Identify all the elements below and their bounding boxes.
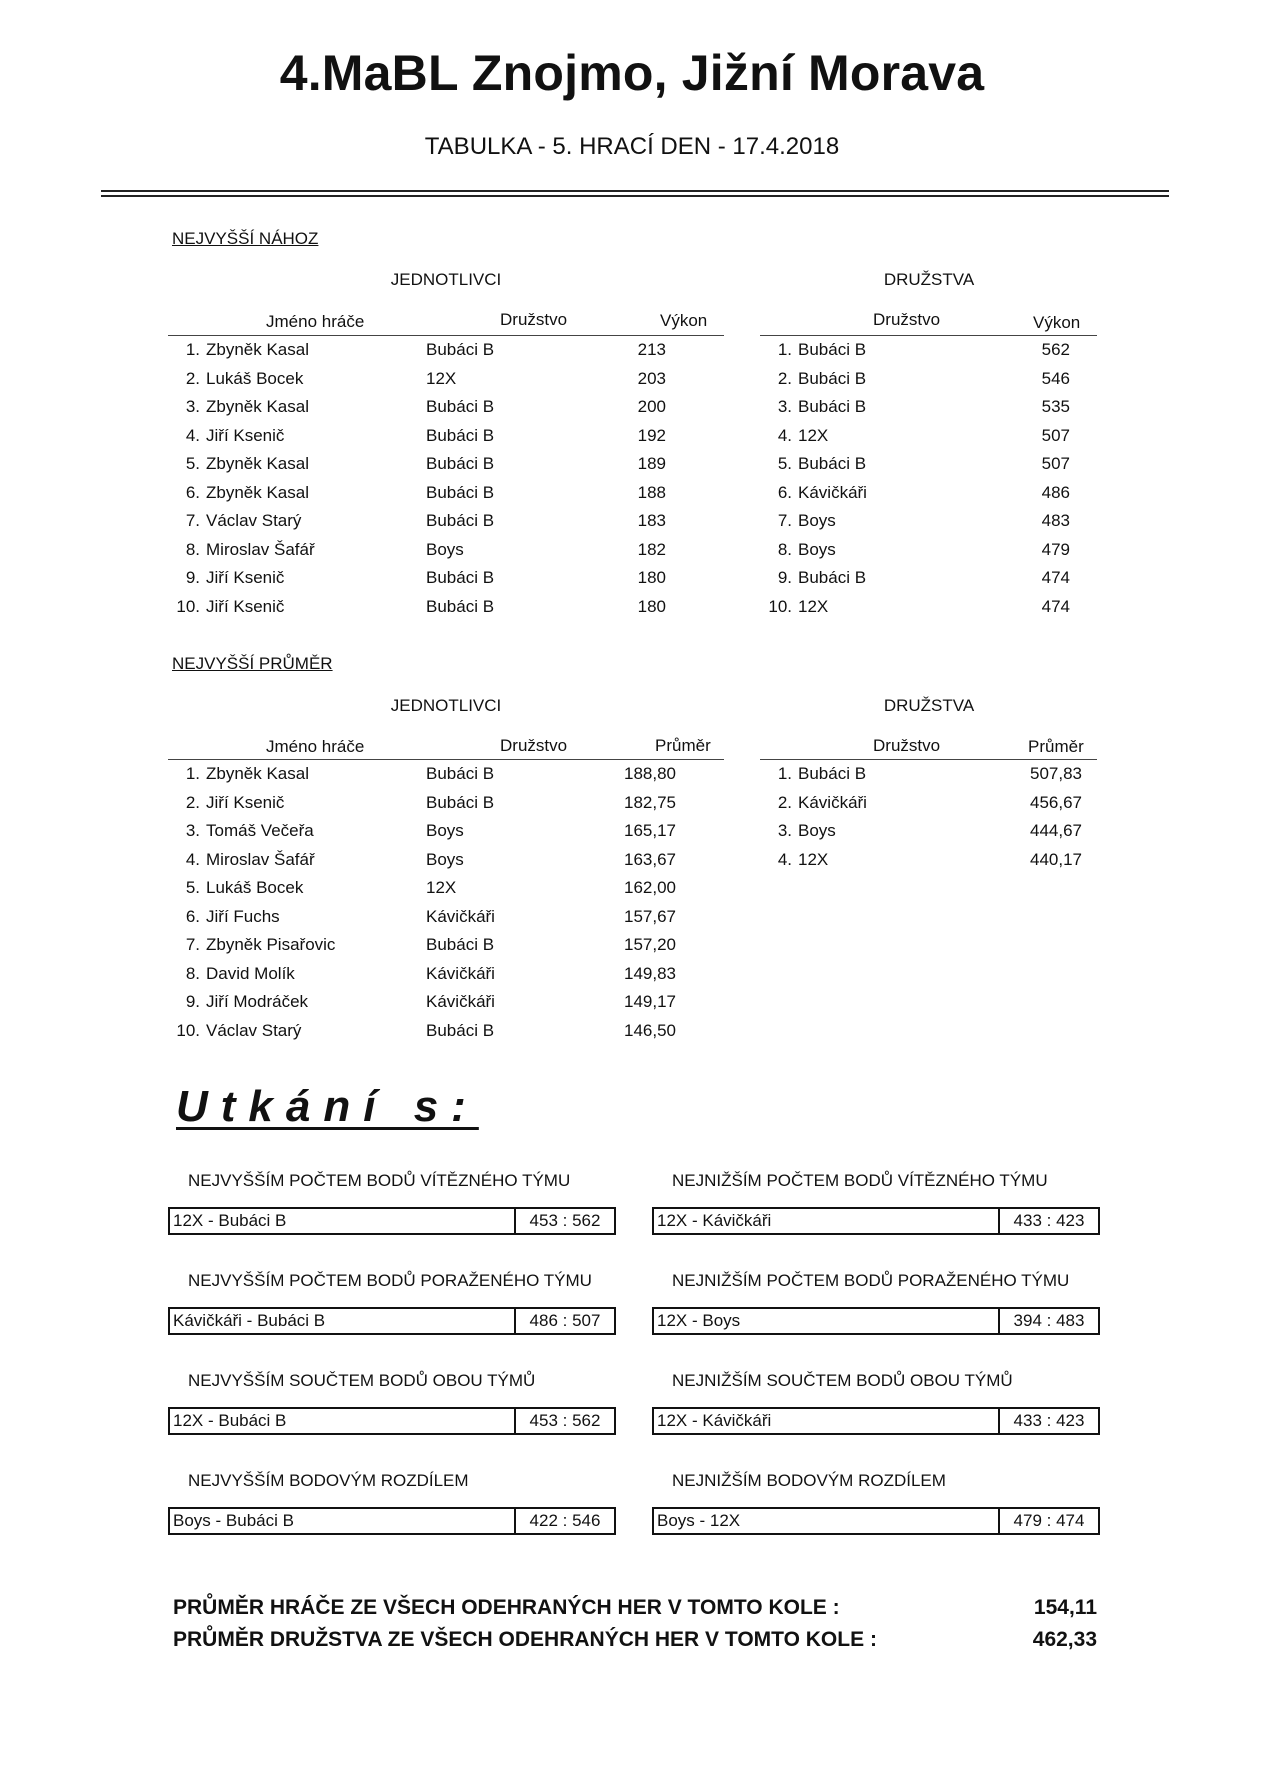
table-row <box>168 593 666 622</box>
table-row <box>168 760 676 789</box>
header-divider-bottom <box>101 195 1169 197</box>
team-cell: Bubáci B <box>798 368 867 388</box>
col-header-value: Výkon <box>660 311 708 330</box>
value-cell: 535 <box>1041 397 1070 416</box>
team-cell: Bubáci B <box>426 482 495 502</box>
player-name-cell: Jiří Ksenič <box>206 596 285 616</box>
match-score: 479 : 474 <box>998 1509 1098 1533</box>
table-row <box>168 393 666 422</box>
table-row <box>168 846 676 875</box>
col-header-player: Jméno hráče <box>266 312 365 331</box>
table-row <box>168 817 676 846</box>
match-record-box <box>168 1307 616 1335</box>
rank-cell: 9. <box>185 568 200 587</box>
table-row <box>168 931 676 960</box>
rank-cell: 9. <box>777 568 792 587</box>
player-name-cell: Zbyněk Kasal <box>206 340 309 359</box>
team-cell: Bubáci B <box>798 454 867 473</box>
rank-cell: 3. <box>777 397 792 416</box>
team-average-label: PRŮMĚR DRUŽSTVA ZE VŠECH ODEHRANÝCH HER V TOMTO KOLE : <box>173 1628 877 1651</box>
player-name-cell: Zbyněk Kasal <box>206 482 309 502</box>
team-cell: Kávičkáři <box>798 482 867 502</box>
match-record-box <box>652 1507 1100 1535</box>
team-cell: 12X <box>798 849 829 869</box>
value-cell: 546 <box>1041 368 1070 388</box>
match-teams: Boys - 12X <box>657 1511 741 1530</box>
value-cell: 507 <box>1041 454 1070 473</box>
table-row <box>760 479 1070 508</box>
value-cell: 149,17 <box>624 992 676 1011</box>
table-row <box>168 507 666 536</box>
player-name-cell: Jiří Ksenič <box>206 568 285 587</box>
value-cell: 183 <box>637 511 666 530</box>
player-name-cell: Zbyněk Kasal <box>206 764 309 783</box>
player-name-cell: Václav Starý <box>206 511 302 530</box>
rank-cell: 6. <box>185 482 200 502</box>
value-cell: 162,00 <box>624 878 676 897</box>
rank-cell: 2. <box>185 792 200 812</box>
value-cell: 507 <box>1041 425 1070 445</box>
team-cell: Bubáci B <box>798 340 867 359</box>
team-cell: Bubáci B <box>426 568 495 587</box>
rank-cell: 5. <box>185 454 200 473</box>
team-cell: Bubáci B <box>798 764 867 783</box>
table-row <box>168 564 666 593</box>
value-cell: 188 <box>637 482 666 502</box>
value-cell: 157,20 <box>624 935 676 954</box>
team-cell: Boys <box>426 821 464 840</box>
section-heading-nahoz: NEJVYŠŠÍ NÁHOZ <box>172 229 319 248</box>
prumer-teams-heading: DRUŽSTVA <box>883 696 975 715</box>
player-name-cell: Lukáš Bocek <box>206 878 304 897</box>
rank-cell: 4. <box>777 849 792 869</box>
col-header-team: Družstvo <box>873 310 941 329</box>
rank-cell: 10. <box>176 596 200 616</box>
rank-cell: 1. <box>777 764 792 783</box>
table-row <box>760 789 1082 818</box>
value-cell: 562 <box>1041 340 1070 359</box>
table-row <box>168 336 666 365</box>
table-row <box>760 336 1070 365</box>
team-average-value: 462,33 <box>1032 1628 1097 1651</box>
table-row <box>168 903 676 932</box>
table-row <box>168 789 676 818</box>
rank-cell: 1. <box>185 340 200 359</box>
rank-cell: 6. <box>777 482 792 502</box>
value-cell: 157,67 <box>624 906 676 926</box>
match-record-label: NEJVYŠŠÍM SOUČTEM BODŮ OBOU TÝMŮ <box>188 1371 536 1390</box>
team-cell: Boys <box>426 849 464 869</box>
match-record-label: NEJNIŽŠÍM SOUČTEM BODŮ OBOU TÝMŮ <box>672 1371 1013 1390</box>
table-row <box>760 817 1082 846</box>
rank-cell: 3. <box>185 397 200 416</box>
table-row <box>760 593 1070 622</box>
team-cell: Boys <box>798 539 836 559</box>
match-record-box <box>652 1207 1100 1235</box>
value-cell: 163,67 <box>624 849 676 869</box>
match-record-box <box>652 1307 1100 1335</box>
match-record-box <box>168 1507 616 1535</box>
table-row <box>760 846 1082 875</box>
value-cell: 180 <box>637 596 666 616</box>
rank-cell: 2. <box>185 368 200 388</box>
match-score: 453 : 562 <box>514 1209 614 1233</box>
rank-cell: 3. <box>777 821 792 840</box>
table-row <box>760 507 1070 536</box>
value-cell: 444,67 <box>1030 821 1082 840</box>
col-header-team: Družstvo <box>500 310 568 329</box>
rank-cell: 2. <box>777 792 792 812</box>
rank-cell: 3. <box>185 821 200 840</box>
match-score: 486 : 507 <box>514 1309 614 1333</box>
value-cell: 192 <box>637 425 666 445</box>
player-average-label: PRŮMĚR HRÁČE ZE VŠECH ODEHRANÝCH HER V TOMTO KOLE : <box>173 1596 840 1619</box>
nahoz-teams-heading: DRUŽSTVA <box>883 270 975 289</box>
player-name-cell: David Molík <box>206 963 295 983</box>
rank-cell: 8. <box>777 539 792 559</box>
table-row <box>760 365 1070 394</box>
rank-cell: 9. <box>185 992 200 1011</box>
team-cell: Bubáci B <box>426 425 495 445</box>
match-teams: 12X - Bubáci B <box>173 1211 287 1230</box>
rank-cell: 10. <box>768 596 792 616</box>
team-cell: Bubáci B <box>426 454 495 473</box>
player-name-cell: Lukáš Bocek <box>206 368 304 388</box>
match-record-label: NEJNIŽŠÍM POČTEM BODŮ PORAŽENÉHO TÝMU <box>672 1271 1070 1290</box>
col-header-value: Průměr <box>655 736 711 755</box>
table-row <box>168 874 676 903</box>
value-cell: 180 <box>637 568 666 587</box>
team-cell: Kávičkáři <box>426 992 495 1011</box>
prumer-teams-table <box>760 760 1082 874</box>
player-name-cell: Zbyněk Kasal <box>206 454 309 473</box>
team-cell: Bubáci B <box>426 935 495 954</box>
table-row <box>168 988 676 1017</box>
prumer-individuals-heading: JEDNOTLIVCI <box>390 696 502 715</box>
player-name-cell: Miroslav Šafář <box>206 539 315 559</box>
team-cell: Bubáci B <box>426 792 495 812</box>
match-record-label: NEJNIŽŠÍM BODOVÝM ROZDÍLEM <box>672 1471 946 1490</box>
rank-cell: 5. <box>777 454 792 473</box>
value-cell: 165,17 <box>624 821 676 840</box>
team-cell: Bubáci B <box>798 397 867 416</box>
player-name-cell: Jiří Modráček <box>206 992 309 1011</box>
col-header-player: Jméno hráče <box>266 737 365 756</box>
col-header-team: Družstvo <box>873 736 941 755</box>
value-cell: 203 <box>637 368 666 388</box>
value-cell: 456,67 <box>1030 792 1082 812</box>
table-row <box>168 450 666 479</box>
rank-cell: 10. <box>176 1020 200 1040</box>
match-record-box <box>652 1407 1100 1435</box>
team-cell: Boys <box>426 539 464 559</box>
player-name-cell: Jiří Ksenič <box>206 425 285 445</box>
matches-heading: Utkání s: <box>176 1082 479 1131</box>
page-subtitle: TABULKA - 5. HRACÍ DEN - 17.4.2018 <box>424 133 840 160</box>
match-record-box <box>168 1207 616 1235</box>
nahoz-individuals-heading: JEDNOTLIVCI <box>390 270 502 289</box>
match-teams: 12X - Boys <box>657 1311 741 1330</box>
team-cell: Bubáci B <box>426 596 495 616</box>
match-score: 453 : 562 <box>514 1409 614 1433</box>
table-row <box>760 393 1070 422</box>
col-header-value: Průměr <box>1028 737 1084 756</box>
player-name-cell: Jiří Ksenič <box>206 792 285 812</box>
nahoz-teams-table <box>760 336 1070 621</box>
table-row <box>168 422 666 451</box>
team-cell: Boys <box>798 821 836 840</box>
team-cell: Bubáci B <box>426 764 495 783</box>
match-teams: 12X - Bubáci B <box>173 1411 287 1430</box>
player-name-cell: Zbyněk Kasal <box>206 397 309 416</box>
player-average-value: 154,11 <box>1033 1596 1097 1619</box>
team-cell: 12X <box>426 368 457 388</box>
value-cell: 189 <box>637 454 666 473</box>
rank-cell: 7. <box>185 935 200 954</box>
team-cell: 12X <box>798 425 829 445</box>
player-name-cell: Tomáš Večeřa <box>206 821 314 840</box>
value-cell: 479 <box>1041 539 1070 559</box>
value-cell: 146,50 <box>624 1020 676 1040</box>
rank-cell: 1. <box>185 764 200 783</box>
team-cell: Kávičkáři <box>426 906 495 926</box>
player-name-cell: Václav Starý <box>206 1020 302 1040</box>
rank-cell: 4. <box>185 849 200 869</box>
rank-cell: 4. <box>777 425 792 445</box>
table-row <box>168 536 666 565</box>
value-cell: 182 <box>637 539 666 559</box>
rank-cell: 2. <box>777 368 792 388</box>
value-cell: 149,83 <box>624 963 676 983</box>
team-cell: Bubáci B <box>426 397 495 416</box>
match-score: 422 : 546 <box>514 1509 614 1533</box>
player-name-cell: Miroslav Šafář <box>206 849 315 869</box>
match-record-label: NEJNIŽŠÍM POČTEM BODŮ VÍTĚZNÉHO TÝMU <box>672 1171 1048 1190</box>
match-record-label: NEJVYŠŠÍM BODOVÝM ROZDÍLEM <box>188 1471 469 1490</box>
table-row <box>760 450 1070 479</box>
value-cell: 188,80 <box>624 764 676 783</box>
rank-cell: 7. <box>185 511 200 530</box>
table-row <box>760 422 1070 451</box>
team-cell: 12X <box>798 596 829 616</box>
table-row <box>168 960 676 989</box>
prumer-individuals-table <box>168 760 676 1045</box>
match-teams: Boys - Bubáci B <box>173 1511 294 1530</box>
team-cell: Kávičkáři <box>426 963 495 983</box>
nahoz-individuals-table <box>168 336 666 621</box>
match-teams: 12X - Kávičkáři <box>657 1411 772 1430</box>
rank-cell: 6. <box>185 906 200 926</box>
team-cell: 12X <box>426 878 457 897</box>
table-row <box>168 479 666 508</box>
value-cell: 200 <box>637 397 666 416</box>
match-teams: 12X - Kávičkáři <box>657 1211 772 1230</box>
table-row <box>760 760 1082 789</box>
value-cell: 483 <box>1041 511 1070 530</box>
rank-cell: 7. <box>777 511 792 530</box>
table-row <box>168 365 666 394</box>
match-score: 394 : 483 <box>998 1309 1098 1333</box>
player-name-cell: Zbyněk Pisařovic <box>206 935 336 954</box>
rank-cell: 4. <box>185 425 200 445</box>
page-title: 4.MaBL Znojmo, Jižní Morava <box>279 45 985 101</box>
value-cell: 474 <box>1041 568 1070 587</box>
team-cell: Bubáci B <box>798 568 867 587</box>
table-row <box>760 536 1070 565</box>
rank-cell: 8. <box>185 539 200 559</box>
match-record-label: NEJVYŠŠÍM POČTEM BODŮ VÍTĚZNÉHO TÝMU <box>188 1171 571 1190</box>
value-cell: 440,17 <box>1030 849 1082 869</box>
team-cell: Bubáci B <box>426 340 495 359</box>
value-cell: 474 <box>1041 596 1070 616</box>
value-cell: 182,75 <box>624 792 676 812</box>
team-cell: Bubáci B <box>426 1020 495 1040</box>
match-teams: Kávičkáři - Bubáci B <box>173 1311 326 1330</box>
match-score: 433 : 423 <box>998 1409 1098 1433</box>
value-cell: 486 <box>1041 482 1070 502</box>
col-header-value: Výkon <box>1033 313 1081 332</box>
player-name-cell: Jiří Fuchs <box>206 906 280 926</box>
value-cell: 213 <box>637 340 666 359</box>
section-heading-prumer: NEJVYŠŠÍ PRŮMĚR <box>172 654 333 673</box>
team-cell: Kávičkáři <box>798 792 867 812</box>
match-record-box <box>168 1407 616 1435</box>
header-divider-top <box>101 190 1169 192</box>
rank-cell: 1. <box>777 340 792 359</box>
value-cell: 507,83 <box>1030 764 1082 783</box>
match-score: 433 : 423 <box>998 1209 1098 1233</box>
table-row <box>168 1017 676 1046</box>
rank-cell: 8. <box>185 963 200 983</box>
team-cell: Bubáci B <box>426 511 495 530</box>
team-cell: Boys <box>798 511 836 530</box>
col-header-team: Družstvo <box>500 736 568 755</box>
table-row <box>760 564 1070 593</box>
match-record-label: NEJVYŠŠÍM POČTEM BODŮ PORAŽENÉHO TÝMU <box>188 1271 592 1290</box>
rank-cell: 5. <box>185 878 200 897</box>
